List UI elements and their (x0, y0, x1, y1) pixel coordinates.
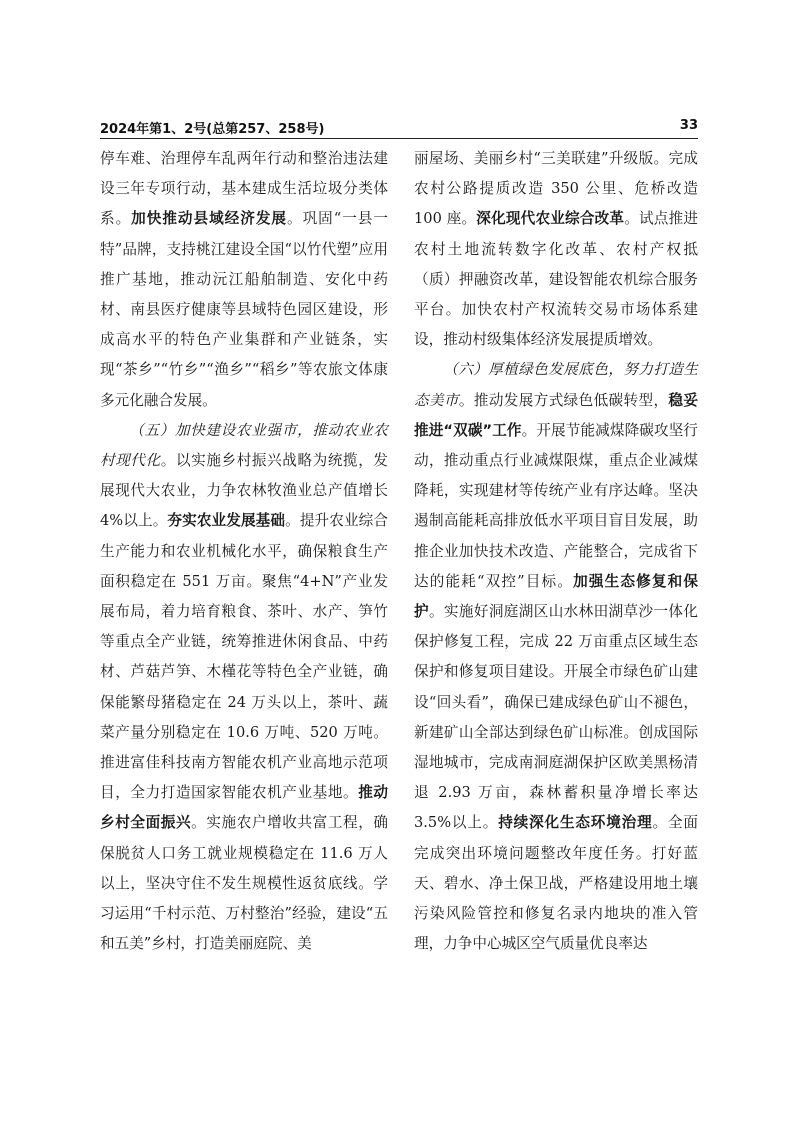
bold-heading: 加强生态修复和保护 (414, 572, 698, 621)
paragraph (100, 144, 388, 416)
body-text: 。提升农业综合生产能力和农业机械化水平，确保粮食生产面积稳定在 551 万亩。聚焦“4+N”产业发展布局，着力培育粮食、茶叶、水产、笋竹等重点全产业链，统筹推进休闲食品、中药材、芦菇芦笋、木槿花等特色全产业链，确保能繁母猪稳定在 24 万头以上，茶叶、蔬菜产量分别稳定在 10.6 万吨、520 万吨。推进富佳科技南方智能农机产业高地示范项目，全力打造国家智能农机产业基地。 (100, 512, 388, 802)
body-text: 丽屋场、美丽乡村“三美联建”升级版。完成农村公路提质改造 350 公里、危桥改造 100 座。 (414, 150, 698, 228)
body-text: 停车难、治理停车乱两年行动和整治违法建设三年专项行动，基本建成生活垃圾分类体系。 (100, 150, 388, 228)
bold-heading: 夯实农业发展基础 (167, 512, 286, 530)
bold-heading: 稳妥推进“双碳”工作 (414, 391, 698, 439)
body-text: 。推动发展方式绿色低碳转型， (458, 391, 669, 409)
body-text: 。巩固“一县一特”品牌，支持桃江建设全国“以竹代塑”应用推广基地，推动沅江船舶制造、安化中药材、南县医疗健康等县域特色园区建设，形成高水平的特色产业集群和产业链条，实现“茶乡”“竹乡”“渔乡”“稻乡”等农旅文体康多元化融合发展。 (100, 210, 388, 409)
paragraph (100, 416, 388, 960)
body-text: 。实施好洞庭湖区山水林田湖草沙一体化保护修复工程，完成 22 万亩重点区域生态保护和修复项目建设。开展全市绿色矿山建设“回头看”，确保已建成绿色矿山不褪色，新建矿山全部达到绿色矿山标准。创成国际湿地城市，完成南洞庭湖保护区欧美黑杨清退 2.93 万亩，森林蓄积量净增长率达 3.5%以上。 (414, 603, 698, 832)
right-column (414, 144, 698, 959)
body-text: 。开展节能减煤降碳攻坚行动，推动重点行业减煤限煤，重点企业减煤降耗，实现建材等传统产业有序达峰。坚决遏制高能耗高排放低水平项目盲目发展，助推企业加快技术改造、产能整合，完成省下达的能耗“双控”目标。 (414, 421, 698, 590)
issue-label: 2024年第1、2号(总第257、258号) (100, 122, 325, 137)
body-text: 。试点推进农村土地流转数字化改革、农村产权抵（质）押融资改革，建设智能农机综合服务平台。加快农村产权流转交易市场体系建设，推动村级集体经济发展提质增效。 (414, 210, 698, 349)
bold-heading: 持续深化生态环境治理 (498, 814, 653, 832)
paragraph (414, 355, 698, 959)
left-column (100, 144, 388, 959)
body-text: 。全面完成突出环境问题整改年度任务。打好蓝天、碧水、净土保卫战，严格建设用地土壤污染风险管控和修复名录内地块的准入管理，力争中心城区空气质量优良率达 (414, 814, 698, 953)
body-text: 。以实施乡村振兴战略为统揽，发展现代大农业，力争农林牧渔业总产值增长 4%以上。 (100, 452, 388, 530)
section-heading: （六）厚植绿色发展底色，努力打造生态美市 (414, 361, 698, 409)
header-rule (100, 138, 698, 139)
section-heading: （五）加快建设农业强市，推动农业农村现代化 (100, 421, 388, 470)
bold-heading: 深化现代农业综合改革 (476, 210, 625, 228)
bold-heading: 加快推动县域经济发展 (131, 210, 288, 228)
page-header (100, 118, 698, 136)
page-number: 33 (679, 118, 698, 133)
bold-heading: 推动乡村全面振兴 (100, 784, 388, 832)
body-text: 。实施农户增收共富工程，确保脱贫人口务工就业规模稳定在 11.6 万人以上，坚决守住不发生规模性返贫底线。学习运用“千村示范、万村整治”经验，建设“五和五美”乡村，打造美丽庭院、美 (100, 814, 388, 953)
paragraph (414, 144, 698, 355)
